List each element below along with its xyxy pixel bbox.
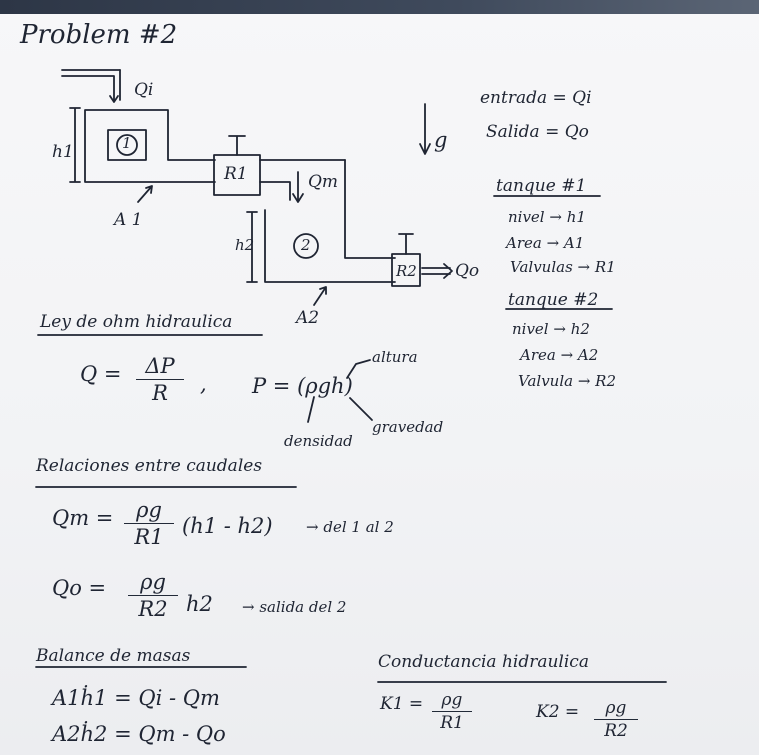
valve-r2-label: R2 [396, 262, 417, 280]
k1-lhs: K1 = [380, 694, 424, 714]
k1-denominator: R1 [440, 713, 464, 733]
qo-note: → salida del 2 [242, 598, 347, 616]
outflow-label: Qo [455, 261, 480, 281]
qm-denominator: R1 [134, 525, 164, 549]
qm-fraction [124, 498, 174, 549]
gravedad-note: gravedad [372, 418, 444, 436]
balance-eq1: A1ḣ1 = Qi - Qm [52, 686, 220, 710]
pressure-equation: P = (ρgh) [252, 374, 353, 398]
altura-note: altura [372, 348, 418, 366]
h1-label: h1 [52, 142, 74, 162]
legend-tank1-title: tanque #1 [496, 176, 587, 196]
k2-numerator: ρg [594, 698, 638, 720]
qo-equation-rest: h2 [186, 592, 213, 616]
tank2-number: 2 [301, 236, 311, 254]
qm-equation-lhs: Qm = [52, 506, 114, 530]
legend-entrada: entrada = Qi [480, 88, 592, 108]
inflow-label: Qi [134, 80, 154, 100]
caudales-heading: Relaciones entre caudales [36, 456, 263, 476]
balance-heading: Balance de masas [36, 646, 191, 666]
legend-tank2-title: tanque #2 [508, 290, 599, 310]
legend-tank2-item: nivel → h2 [512, 320, 590, 338]
qm-note: → del 1 al 2 [306, 518, 394, 536]
ohm-fraction [136, 354, 184, 405]
legend-salida: Salida = Qo [486, 122, 589, 142]
qo-numerator: ρg [128, 570, 178, 596]
k2-denominator: R2 [604, 721, 628, 741]
legend-tank1-item: Valvulas → R1 [510, 258, 616, 276]
ohm-heading: Ley de ohm hidraulica [40, 312, 233, 332]
conductancia-heading: Conductancia hidraulica [378, 652, 589, 672]
balance-eq2: A2ḣ2 = Qm - Qo [52, 722, 226, 746]
legend-tank2-item: Valvula → R2 [518, 372, 617, 390]
ohm-q-lhs: Q = [80, 362, 122, 386]
area2-label: A2 [296, 308, 320, 328]
gravity-label: g [434, 128, 448, 152]
qo-denominator: R2 [138, 597, 168, 621]
ohm-denominator: R [152, 381, 168, 405]
k2-lhs: K2 = [536, 702, 580, 722]
page-title: Problem #2 [20, 20, 178, 50]
k2-fraction [594, 698, 638, 741]
k1-numerator: ρg [432, 690, 472, 712]
tank1-number: 1 [122, 134, 132, 152]
area1-label: A 1 [114, 210, 143, 230]
qm-equation-rest: (h1 - h2) [182, 514, 273, 538]
legend-tank1-item: nivel → h1 [508, 208, 586, 226]
qo-fraction [128, 570, 178, 621]
ohm-comma: , [200, 372, 207, 396]
qo-equation-lhs: Qo = [52, 576, 107, 600]
k1-fraction [432, 690, 472, 733]
qm-label: Qm [308, 172, 339, 192]
valve-r1-label: R1 [224, 164, 248, 184]
legend-tank2-item: Area → A2 [520, 346, 599, 364]
densidad-note: densidad [284, 432, 353, 450]
legend-tank1-item: Area → A1 [506, 234, 585, 252]
h2-label: h2 [235, 236, 255, 254]
qm-numerator: ρg [124, 498, 174, 524]
ohm-numerator: ΔP [136, 354, 184, 380]
